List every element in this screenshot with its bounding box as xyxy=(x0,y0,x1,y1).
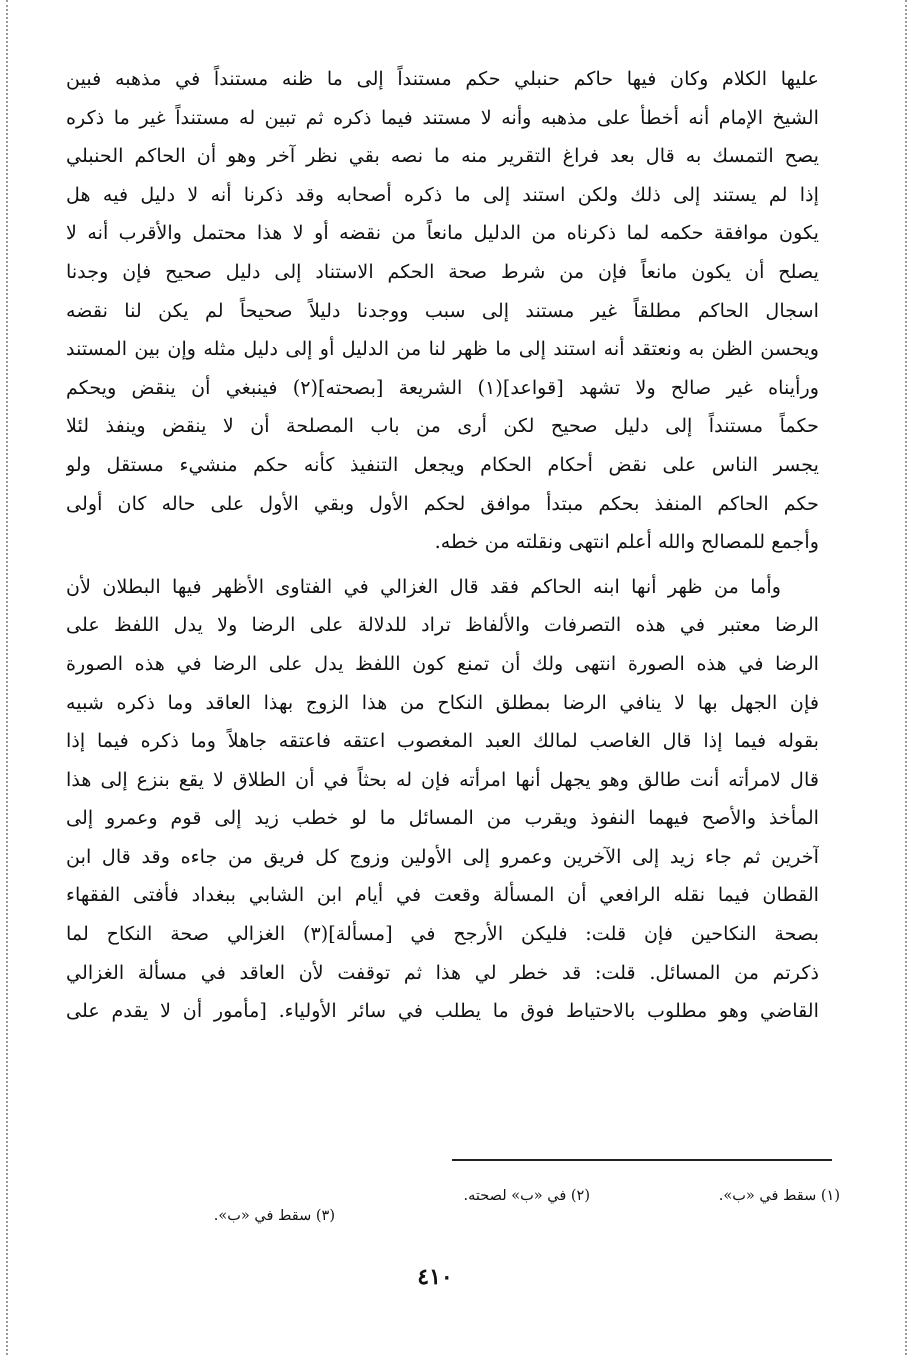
text-line: المأخذ والأصح فيهما النفوذ ويقرب من المسائل ما لو خطب زيد إلى قوم وعمرو إلى xyxy=(66,806,819,830)
text-line: يجسر الناس على نقض أحكام الحكام ويجعل التنفيذ كأنه حكم منشيء مستقل ولو xyxy=(66,452,819,476)
text-line: حكماً مستنداً إلى دليل صحيح لكن أرى من باب المصلحة أن لا ينقض وينفذ لئلا xyxy=(66,414,819,438)
text-line: القاضي وهو مطلوب بالاحتياط فوق ما يطلب في سائر الأولياء. [مأمور أن لا يقدم على xyxy=(66,999,819,1023)
scan-edge-right xyxy=(905,0,907,1355)
text-line: اسجال الحاكم مطلقاً غير مستند إلى سبب ووجدنا دليلاً صحيحاً لم يكن لنا نقضه xyxy=(66,298,819,322)
footnote-separator xyxy=(452,1159,832,1161)
footnotes xyxy=(150,1188,840,1248)
scan-edge-left xyxy=(6,0,8,1355)
text-line: يصلح أن يكون مانعاً فإن من شرط صحة الحكم الاستناد إلى دليل صحيح فإن وجدنا xyxy=(66,259,819,283)
text-line: ويحسن الظن به ونعتقد أنه استند إلى ما ظهر لنا من الدليل أو إلى دليل مثله وإن بين المستند xyxy=(66,337,819,361)
text-line: يصح التمسك به قال بعد فراغ التقرير منه ما نصه بقي نظر آخر وهو أن الحاكم الحنبلي xyxy=(66,144,819,168)
text-line: الرضا في هذه الصورة انتهى ولك أن تمنع كون اللفظ يدل على الرضا في هذه الصورة xyxy=(66,651,819,675)
footnote-2: (٢) في «ب» لصحته. xyxy=(463,1188,590,1204)
text-line: وأجمع للمصالح والله أعلم انتهى ونقلته من خطه. xyxy=(434,530,819,554)
text-line: فإن الجهل بها لا ينافي الرضا بمطلق النكاح من هذا الزوج بهذا العاقد وما ذكره شبيه xyxy=(66,690,819,714)
main-text xyxy=(66,60,819,1031)
text-line: بقوله فيما إذا قال الغاصب لمالك العبد المغصوب اعتقه فاعتقه جاهلاً وما ذكره فيما إذا xyxy=(66,729,819,753)
footnote-3: (٣) سقط في «ب». xyxy=(213,1208,335,1224)
text-line: يكون موافقة حكمه لما ذكرناه من الدليل مانعاً من نقضه أو لا هذا محتمل والأقرب أنه لا xyxy=(66,221,819,245)
text-line: وأما من ظهر أنها ابنه الحاكم فقد قال الغزالي في الفتاوى الأظهر فيها البطلان لأن xyxy=(66,574,781,598)
text-line: حكم الحاكم المنفذ بحكم مبتدأ موافق لحكم الأول وبقي الأول على حاله كان أولى xyxy=(66,491,819,515)
text-line: ورأيناه غير صالح ولا تشهد [قواعد](١) الشريعة [بصحته](٢) فينبغي أن ينقض ويحكم xyxy=(66,375,819,399)
text-line: آخرين ثم جاء زيد إلى الآخرين وعمرو إلى الأولين وزوج كل فريق من جاءه وقد قال ابن xyxy=(66,844,819,868)
text-line: بصحة النكاحين فإن قلت: فليكن الأرجح في [مسألة](٣) الغزالي صحة النكاح لما xyxy=(66,922,819,946)
text-line: الرضا معتبر في هذه التصرفات والألفاظ تراد للدلالة على الرضا ولا يدل اللفظ على xyxy=(66,613,819,637)
text-line: ذكرتم من المسائل. قلت: قد خطر لي هذا ثم توقفت لأن العاقد في مسألة الغزالي xyxy=(66,960,819,984)
text-line: الشيخ الإمام أنه أخطأ على مذهبه وأنه لا مستند فيما ذكره ثم تبين له مستنداً غير ما ذكره xyxy=(66,105,819,129)
text-line: قال لامرأته أنت طالق وهو يجهل أنها امرأته فإن له بحثاً في أن الطلاق لا يقع بنزع إلى هذا xyxy=(66,767,819,791)
page-number: ٤١٠ xyxy=(417,1264,453,1290)
footnote-1: (١) سقط في «ب». xyxy=(718,1188,840,1204)
text-line: القطان فيما نقله الرافعي أن المسألة وقعت في أيام ابن الشابي ببغداد فأفتى الفقهاء xyxy=(66,883,819,907)
text-line: إذا لم يستند إلى ذلك ولكن استند إلى ما ذكره أصحابه وقد ذكرنا أنه لا دليل فيه هل xyxy=(66,182,819,206)
text-line: عليها الكلام وكان فيها حاكم حنبلي حكم مستنداً إلى ما ظنه مستنداً في مذهبه فبين xyxy=(66,67,819,90)
